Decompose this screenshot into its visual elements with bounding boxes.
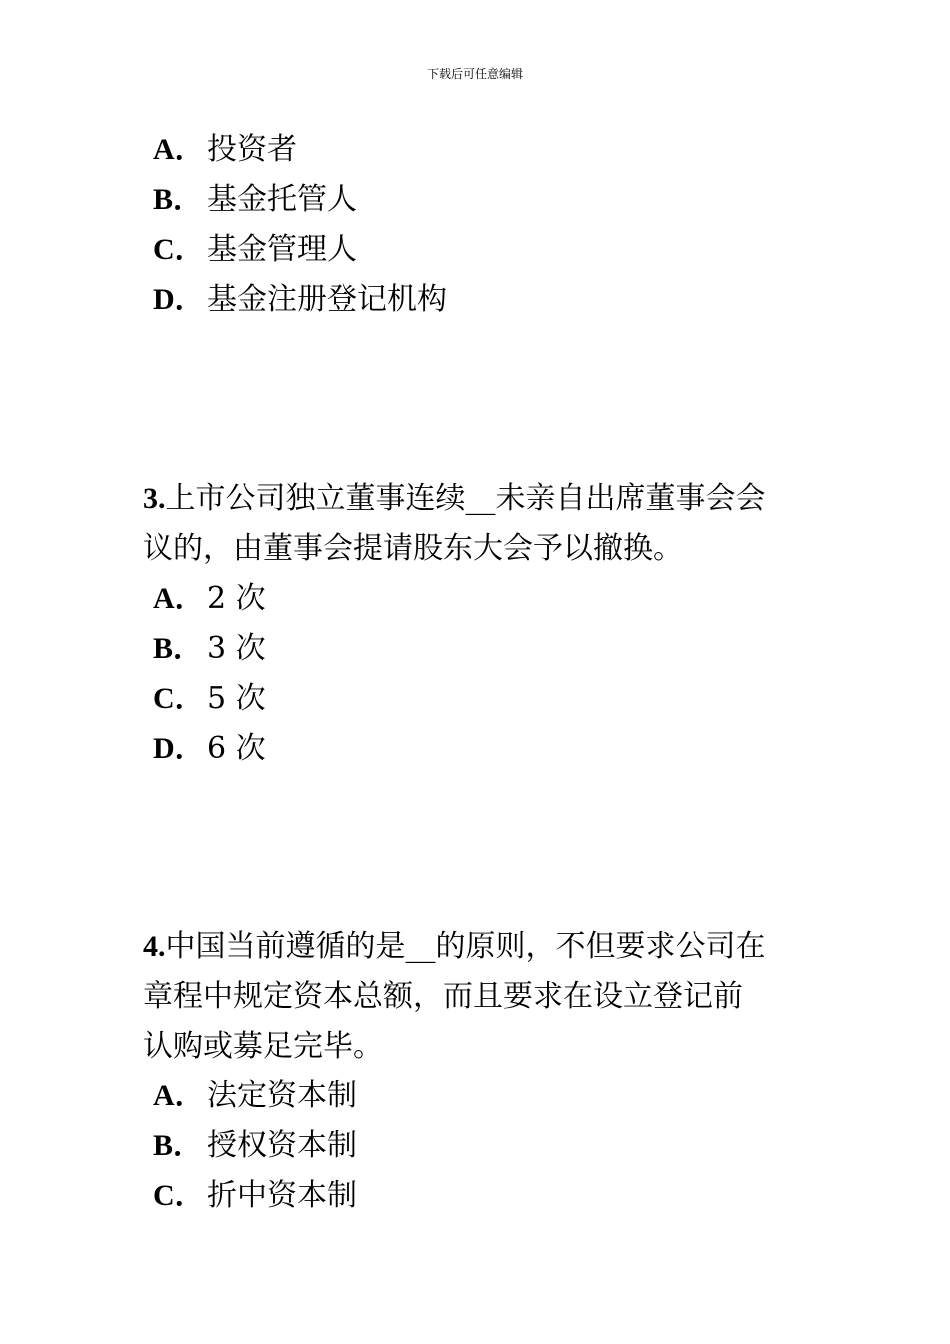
q2-option-d [153, 280, 447, 320]
q4-option-a [153, 1076, 357, 1116]
question-number: 3. [143, 482, 166, 515]
question-3 [143, 474, 813, 574]
q4-option-b [153, 1126, 357, 1166]
option-text: 折中资本制 [207, 1178, 357, 1213]
q3-option-b [153, 629, 266, 669]
q2-option-c [153, 230, 357, 270]
option-letter: B． [153, 1129, 204, 1162]
question-4-line-3: 认购或募足完毕。 [143, 1029, 383, 1064]
option-letter: C． [153, 233, 205, 266]
q3-option-d [153, 729, 266, 769]
option-text: 基金注册登记机构 [207, 282, 447, 317]
option-text: 3 次 [207, 631, 266, 666]
option-letter: C． [153, 1179, 205, 1212]
option-letter: B． [153, 183, 204, 216]
option-text: 基金托管人 [207, 182, 357, 217]
question-4-line-2: 章程中规定资本总额，而且要求在设立登记前 [143, 979, 743, 1014]
option-text: 2 次 [207, 581, 266, 616]
option-letter: A． [153, 1079, 205, 1112]
option-text: 6 次 [207, 731, 266, 766]
option-letter: D． [153, 732, 205, 765]
option-text: 投资者 [207, 132, 297, 167]
q2-option-b [153, 180, 357, 220]
option-letter: D． [153, 283, 205, 316]
question-number: 4. [143, 930, 166, 963]
question-3-line-2: 议的，由董事会提请股东大会予以撤换。 [143, 531, 683, 566]
option-text: 5 次 [207, 681, 266, 716]
question-4 [143, 922, 813, 1072]
option-letter: B． [153, 632, 204, 665]
q2-option-a [153, 130, 297, 170]
option-text: 授权资本制 [207, 1128, 357, 1163]
question-text: 上市公司独立董事连续__未亲自出席董事会会 [165, 481, 766, 516]
option-text: 法定资本制 [207, 1078, 357, 1113]
question-text: 中国当前遵循的是__的原则，不但要求公司在 [165, 929, 766, 964]
q4-option-c [153, 1176, 357, 1216]
q3-option-a [153, 579, 266, 619]
q3-option-c [153, 679, 266, 719]
option-letter: A． [153, 582, 205, 615]
option-letter: A． [153, 133, 205, 166]
header-note: 下载后可任意编辑 [426, 67, 523, 81]
question-3-line-1 [143, 474, 813, 524]
question-4-line-1 [143, 922, 813, 972]
option-letter: C． [153, 682, 205, 715]
option-text: 基金管理人 [207, 232, 357, 267]
